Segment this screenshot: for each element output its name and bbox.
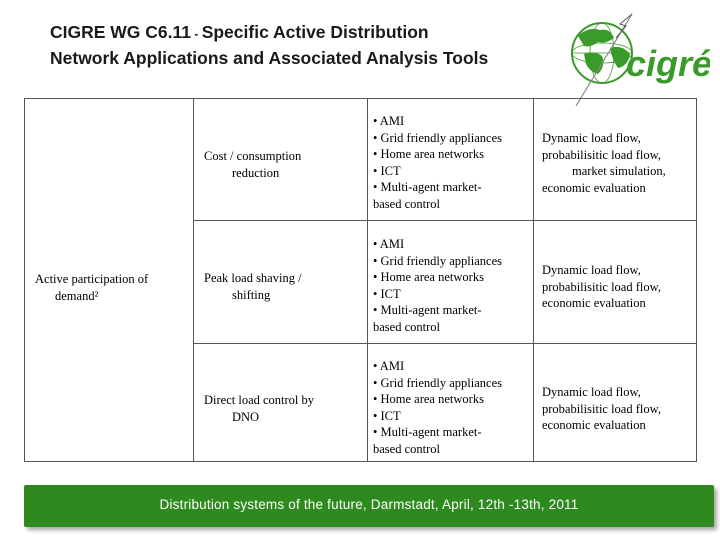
technology-item: • ICT [373,286,401,301]
technology-item-continuation: based control [373,319,440,334]
technology-item-continuation: based control [373,441,440,456]
application-cell-3 [204,392,364,425]
tool-line: economic evaluation [542,418,646,433]
title-line-2: Network Applications and Associated Analysis Tools [50,48,489,68]
application-1-line-2: reduction [232,165,280,180]
technology-item: • ICT [373,163,401,178]
technology-item: • Home area networks [373,147,484,162]
cigre-globe-icon [540,8,710,108]
technology-item-continuation: based control [373,196,440,211]
tools-cell-2 [542,262,694,312]
technology-item: • Multi-agent market- [373,180,482,195]
application-2-line-2: shifting [232,287,271,302]
technologies-cell-3 [373,358,533,458]
title-part-1: CIGRE WG C6.11 [50,22,192,42]
column-divider [367,99,368,461]
row-header-line-1: Active participation of [35,272,149,286]
title-line-1 [50,20,570,46]
technology-item: • Grid friendly appliances [373,130,502,145]
row-divider [193,343,696,344]
technology-item: • AMI [373,114,405,128]
technology-item: • Multi-agent market- [373,425,482,440]
technology-item: • AMI [373,237,405,251]
footer-text: Distribution systems of the future, Darmstadt, April, 12th -13th, 2011 [159,497,579,512]
application-1-line-1: Cost / consumption [204,149,302,163]
tool-line: economic evaluation [542,180,646,195]
applications-table [24,98,697,462]
tools-cell-3 [542,384,694,434]
tools-cell-1 [542,130,694,196]
tool-line: probabilisitic load flow, [542,147,661,162]
technology-item: • Grid friendly appliances [373,375,502,390]
tool-line: Dynamic load flow, [542,385,641,399]
cigre-logo [540,8,710,108]
tool-line: probabilisitic load flow, [542,279,661,294]
row-header-line-2: demand² [55,288,99,303]
logo-text: cigré [626,43,710,84]
row-divider [193,220,696,221]
application-2-line-1: Peak load shaving / [204,271,302,285]
technology-item: • Grid friendly appliances [373,253,502,268]
application-cell-1 [204,148,364,181]
column-divider [193,99,194,461]
tool-line: probabilisitic load flow, [542,401,661,416]
tool-line: Dynamic load flow, [542,263,641,277]
technology-item: • Home area networks [373,392,484,407]
application-3-line-1: Direct load control by [204,393,315,407]
title-part-2: Specific Active Distribution [201,22,429,42]
column-divider [533,99,534,461]
technology-item: • Home area networks [373,270,484,285]
tool-line: economic evaluation [542,296,646,311]
technologies-cell-1 [373,113,533,213]
footer-banner [24,485,714,527]
title-separator: - [191,27,202,41]
technology-item: • ICT [373,408,401,423]
row-header-cell [35,271,191,304]
tool-line: Dynamic load flow, [542,131,641,145]
slide-title [50,20,570,70]
technology-item: • AMI [373,359,405,373]
technologies-cell-2 [373,236,533,336]
technology-item: • Multi-agent market- [373,303,482,318]
tool-line: market simulation, [572,164,666,179]
application-cell-2 [204,270,364,303]
application-3-line-2: DNO [232,409,260,424]
